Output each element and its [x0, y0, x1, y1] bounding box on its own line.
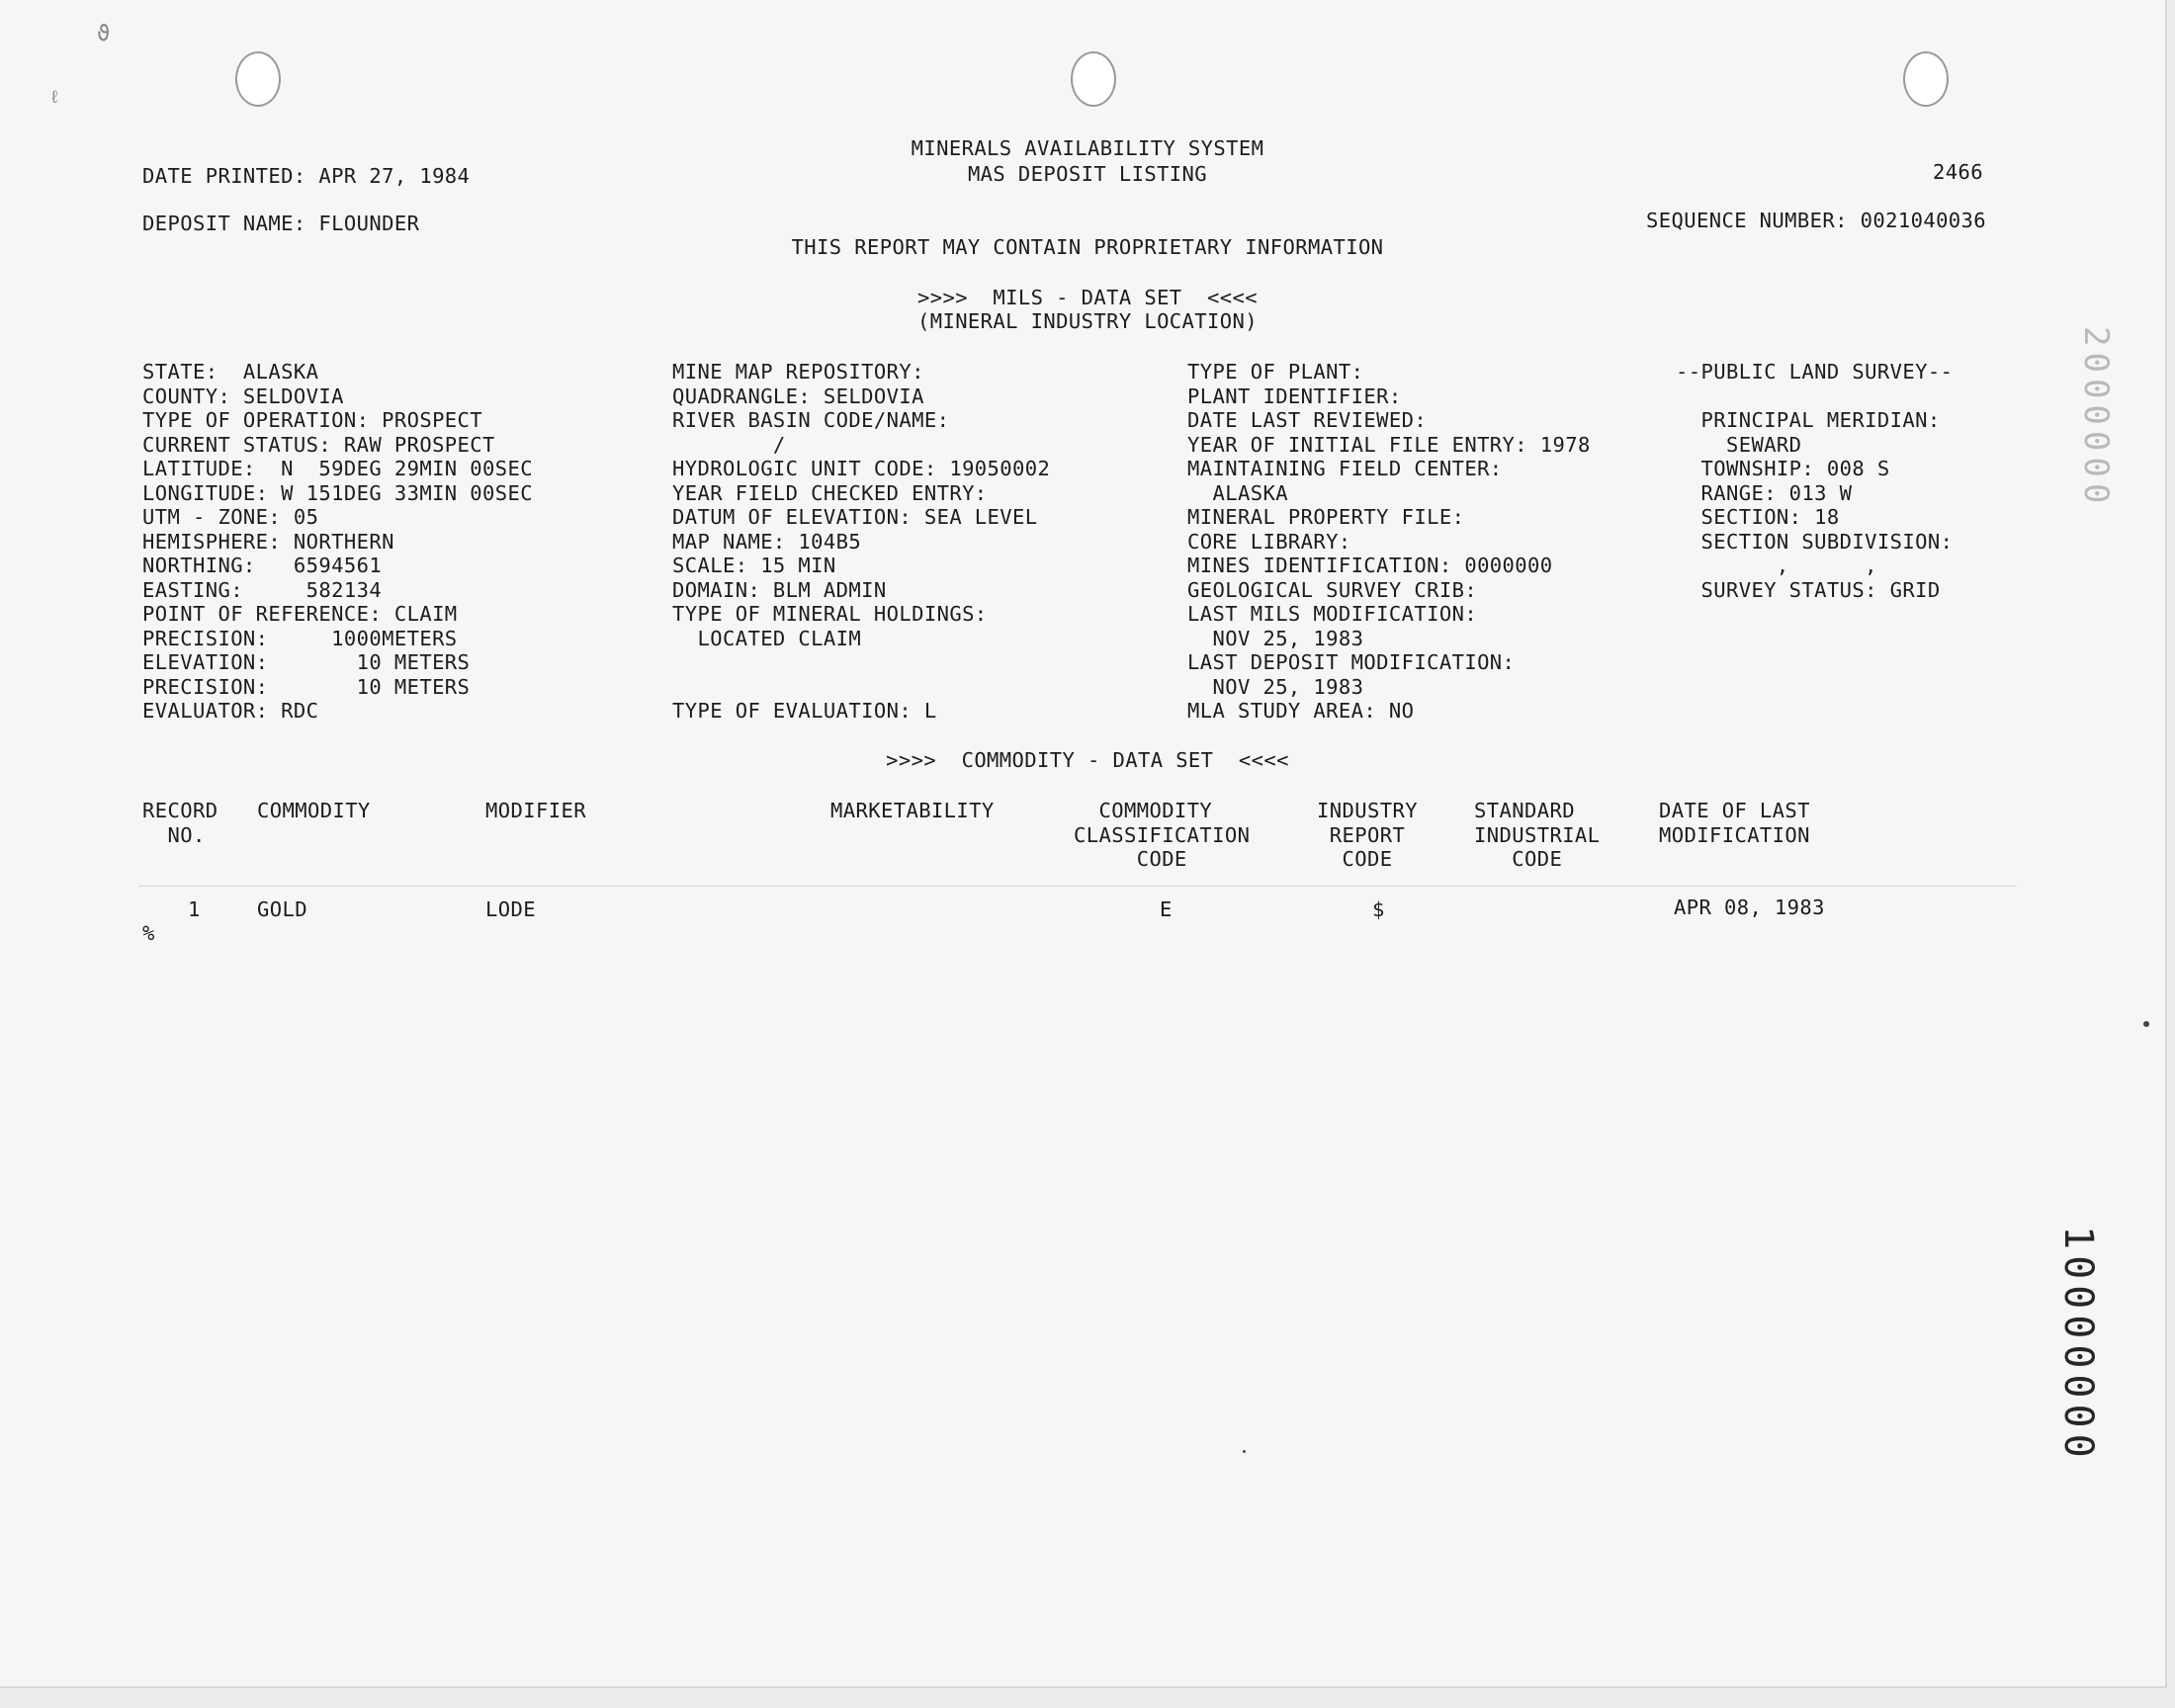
cell-industry-code: $ [1372, 897, 1385, 921]
field-line: PRINCIPAL MERIDIAN: [1676, 408, 1941, 432]
field-line: HEMISPHERE: NORTHERN [142, 529, 394, 554]
field-line: --PUBLIC LAND SURVEY-- [1676, 360, 1954, 384]
commodity-title: >>>> COMMODITY - DATA SET <<<< [886, 748, 1289, 772]
field-line: DATUM OF ELEVATION: SEA LEVEL [672, 505, 1038, 529]
table-divider [138, 886, 2017, 887]
field-line: ALASKA [1187, 480, 1288, 505]
col-header-date: DATE OF LAST MODIFICATION [1659, 799, 1810, 847]
col-header-record: RECORD NO. [142, 799, 218, 847]
field-line: MINES IDENTIFICATION: 0000000 [1187, 554, 1553, 577]
col-header-commodity: COMMODITY [257, 799, 371, 822]
field-line: DATE LAST REVIEWED: [1187, 408, 1428, 432]
field-line: SEWARD [1676, 432, 1802, 457]
proprietary-notice: THIS REPORT MAY CONTAIN PROPRIETARY INFORMATION [791, 235, 1384, 259]
paper-speck [1243, 1450, 1246, 1453]
mils-column-location [142, 360, 533, 724]
field-line: LATITUDE: N 59DEG 29MIN 00SEC [142, 457, 534, 480]
mils-subtitle: (MINERAL INDUSTRY LOCATION) [916, 309, 1259, 333]
field-line: SECTION SUBDIVISION: [1676, 529, 1954, 554]
col-header-modifier: MODIFIER [485, 799, 586, 822]
field-line: YEAR FIELD CHECKED ENTRY: [672, 480, 988, 505]
field-line: SCALE: 15 MIN [672, 554, 836, 577]
field-line: , , [1676, 554, 1877, 577]
listing-title: MAS DEPOSIT LISTING [967, 162, 1208, 186]
date-printed: DATE PRINTED: APR 27, 1984 [142, 164, 471, 188]
punch-hole-right [1903, 51, 1949, 107]
field-line: PRECISION: 10 METERS [142, 674, 471, 699]
cell-commodity: GOLD [257, 897, 307, 921]
field-line: RIVER BASIN CODE/NAME: [672, 408, 950, 432]
field-line: TOWNSHIP: 008 S [1676, 457, 1890, 480]
col-header-sic: STANDARD INDUSTRIAL CODE [1474, 799, 1601, 871]
field-line: SURVEY STATUS: GRID [1676, 577, 1941, 602]
field-line: TYPE OF EVALUATION: L [672, 699, 937, 723]
field-line: LAST MILS MODIFICATION: [1187, 602, 1478, 626]
field-line: GEOLOGICAL SURVEY CRIB: [1187, 577, 1478, 602]
field-line: MINERAL PROPERTY FILE: [1187, 505, 1465, 529]
field-line: NORTHING: 6594561 [142, 554, 383, 577]
field-line: COUNTY: SELDOVIA [142, 384, 344, 408]
mils-column-geography [672, 360, 1050, 724]
field-line: NOV 25, 1983 [1187, 626, 1364, 650]
field-line: STATE: ALASKA [142, 360, 319, 384]
stamped-number: 10000000 [2055, 1226, 2101, 1464]
page-number: 2466 [1933, 160, 1983, 184]
field-line: / [672, 432, 786, 457]
field-line: PRECISION: 1000METERS [142, 626, 458, 650]
trailing-percent: % [142, 921, 155, 945]
field-line: POINT OF REFERENCE: CLAIM [142, 602, 458, 626]
field-line: NOV 25, 1983 [1187, 674, 1364, 699]
field-line: QUADRANGLE: SELDOVIA [672, 384, 924, 408]
public-land-survey [1676, 360, 1953, 602]
field-line: EVALUATOR: RDC [142, 699, 319, 723]
col-header-marketability: MARKETABILITY [830, 799, 995, 822]
field-line [672, 675, 1050, 700]
field-line: DOMAIN: BLM ADMIN [672, 577, 887, 602]
field-line: YEAR OF INITIAL FILE ENTRY: 1978 [1187, 432, 1591, 457]
field-line: CURRENT STATUS: RAW PROSPECT [142, 432, 495, 457]
paper-speck [2143, 1021, 2149, 1027]
field-line: UTM - ZONE: 05 [142, 505, 319, 529]
mils-column-administration [1187, 360, 1591, 724]
smudge-mark: ϑ [97, 22, 111, 46]
col-header-classification: COMMODITY CLASSIFICATION CODE [1074, 799, 1251, 871]
field-line: TYPE OF MINERAL HOLDINGS: [672, 602, 988, 626]
field-line: LOCATED CLAIM [672, 626, 862, 650]
mils-title: >>>> MILS - DATA SET <<<< [916, 286, 1259, 309]
deposit-name: DEPOSIT NAME: FLOUNDER [142, 212, 420, 235]
field-line: MAP NAME: 104B5 [672, 529, 862, 554]
field-line: MINE MAP REPOSITORY: [672, 360, 924, 384]
field-line: MLA STUDY AREA: NO [1187, 699, 1415, 723]
cell-date: APR 08, 1983 [1674, 896, 1825, 919]
punch-hole-center [1071, 51, 1116, 107]
field-line: LONGITUDE: W 151DEG 33MIN 00SEC [142, 480, 534, 505]
field-line: SECTION: 18 [1676, 505, 1840, 529]
field-line: ELEVATION: 10 METERS [142, 650, 471, 674]
cell-record-no: 1 [188, 897, 201, 921]
field-line: PLANT IDENTIFIER: [1187, 384, 1402, 408]
punch-hole-left [235, 51, 281, 107]
cell-modifier: LODE [485, 897, 536, 921]
cell-classification-code: E [1160, 897, 1173, 921]
smudge-mark: ℓ [49, 87, 60, 108]
col-header-industry: INDUSTRY REPORT CODE [1317, 799, 1418, 871]
field-line: EASTING: 582134 [142, 577, 383, 602]
field-line [1676, 384, 1953, 409]
sequence-number: SEQUENCE NUMBER: 0021040036 [1646, 209, 1987, 232]
field-line: HYDROLOGIC UNIT CODE: 19050002 [672, 457, 1051, 480]
field-line: TYPE OF PLANT: [1187, 360, 1364, 384]
field-line: MAINTAINING FIELD CENTER: [1187, 457, 1503, 480]
field-line: TYPE OF OPERATION: PROSPECT [142, 408, 483, 432]
field-line: RANGE: 013 W [1676, 480, 1853, 505]
field-line: CORE LIBRARY: [1187, 529, 1351, 554]
field-line [672, 650, 1050, 675]
system-title: MINERALS AVAILABILITY SYSTEM [911, 136, 1264, 160]
stamped-number-faint: 2000000 [2076, 326, 2116, 510]
field-line: LAST DEPOSIT MODIFICATION: [1187, 650, 1516, 674]
